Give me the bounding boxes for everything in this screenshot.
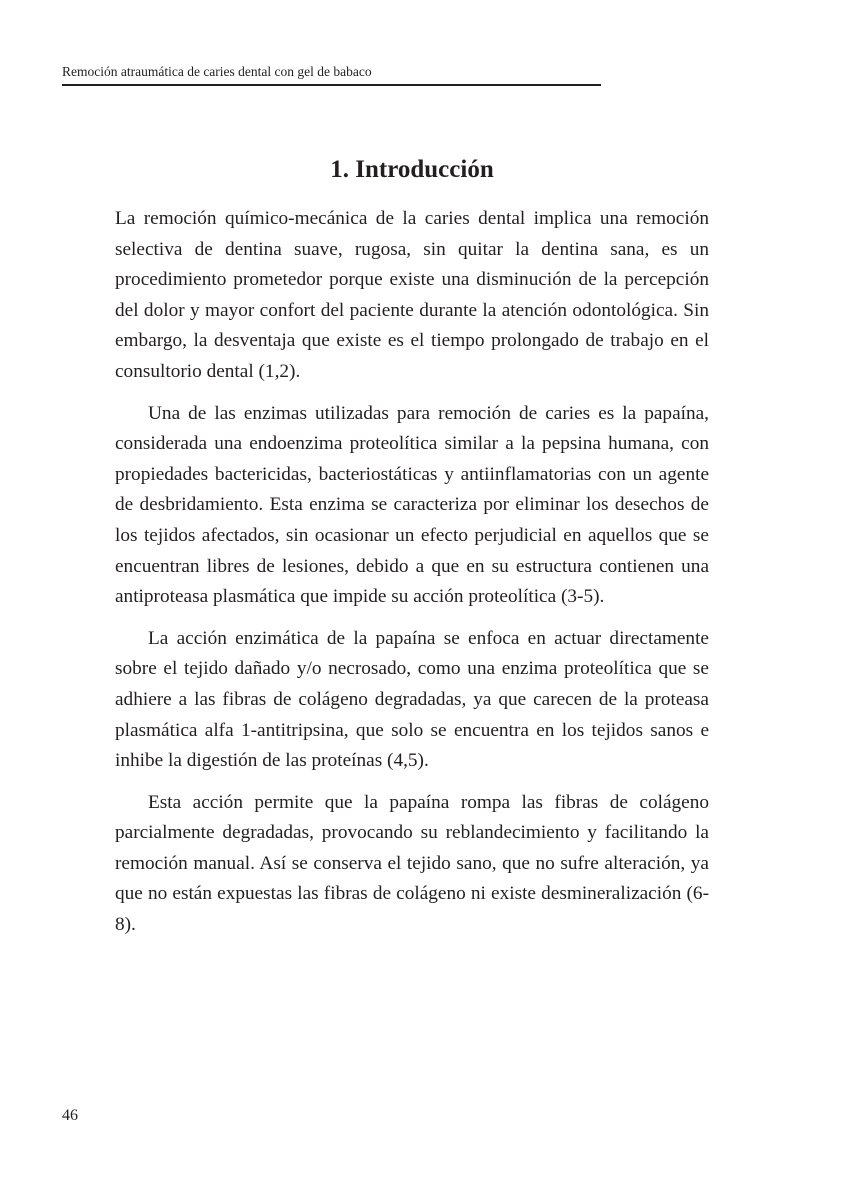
body-text xyxy=(115,204,709,952)
header-rule xyxy=(62,84,601,86)
section-title: 1. Introducción xyxy=(330,156,494,183)
page-number: 46 xyxy=(62,1107,78,1124)
paragraph-4: Esta acción permite que la papaína rompa las fibras de colágeno parcialmente degradadas, provocando su reblandecimiento y facilitando la remoción manual. Así se conserva el tejido sano, que no sufre alteración, ya que no están expuestas las fibras de colágeno ni existe desmineralización (6-8). xyxy=(115,791,709,936)
running-header: Remoción atraumática de caries dental con gel de babaco xyxy=(62,64,372,79)
paragraph-1: La remoción químico-mecánica de la caries dental implica una remoción selectiva de dentina suave, rugosa, sin quitar la dentina sana, es un procedimiento prometedor porque existe una disminución de la percepción del dolor y mayor confort del paciente durante la atención odontológica. Sin embargo, la desventaja que existe es el tiempo prolongado de trabajo en el consultorio dental (1,2). xyxy=(115,208,709,382)
paragraph-3: La acción enzimática de la papaína se enfoca en actuar directamente sobre el tejido dañado y/o necrosado, como una enzima proteolítica que se adhiere a las fibras de colágeno degradadas, ya que carecen de la proteasa plasmática alfa 1-antitripsina, que solo se encuentra en los tejidos sanos e inhibe la digestión de las proteínas (4,5). xyxy=(115,627,709,772)
paragraph-2: Una de las enzimas utilizadas para remoción de caries es la papaína, considerada una endoenzima proteolítica similar a la pepsina humana, con propiedades bactericidas, bacteriostáticas y antiinflamatorias con un agente de desbridamiento. Esta enzima se caracteriza por eliminar los desechos de los tejidos afectados, sin ocasionar un efecto perjudicial en aquellos que se encuentran libres de lesiones, debido a que en su estructura contienen una antiproteasa plasmática que impide su acción proteolítica (3-5). xyxy=(115,402,709,608)
